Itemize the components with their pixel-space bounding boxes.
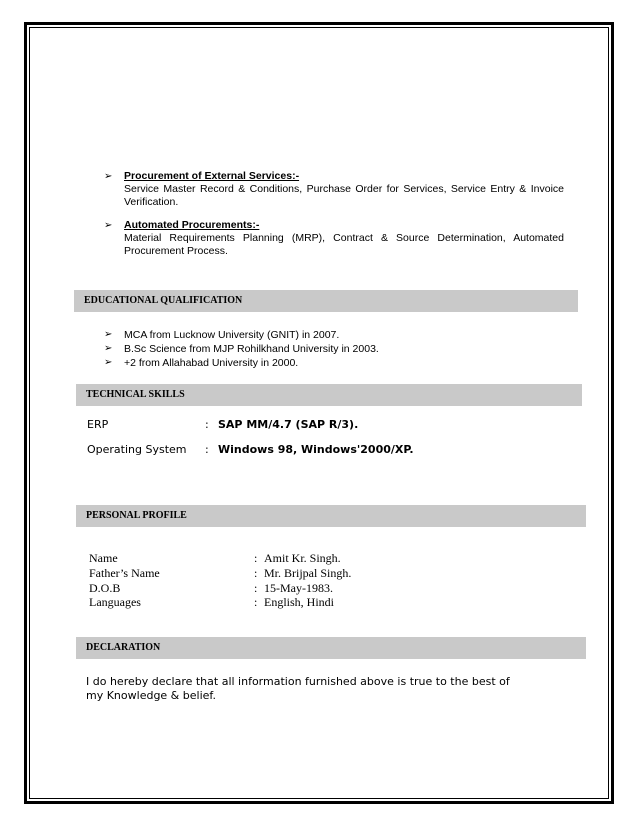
arrow-bullet-icon: ➢ — [104, 171, 113, 182]
profile-label: Father’s Name — [89, 566, 160, 580]
procurement-item-title: Procurement of External Services:- — [124, 170, 300, 182]
profile-label: Languages — [89, 595, 141, 609]
education-item-text: +2 from Allahabad University in 2000. — [124, 357, 299, 369]
skill-row — [87, 418, 547, 434]
education-item — [104, 328, 379, 342]
declaration-text: I do hereby declare that all information furnished above is true to the best of my Knowledge & belief. — [86, 675, 510, 702]
skill-value: SAP MM/4.7 (SAP R/3). — [218, 418, 359, 431]
arrow-bullet-icon: ➢ — [104, 357, 113, 368]
section-header-education: EDUCATIONAL QUALIFICATION — [74, 290, 578, 312]
profile-colon: : — [254, 551, 258, 565]
profile-colon: : — [254, 581, 258, 595]
section-header-personal-profile: PERSONAL PROFILE — [76, 505, 586, 527]
procurement-item — [104, 170, 564, 209]
skill-value: Windows 98, Windows'2000/XP. — [218, 443, 414, 456]
skill-colon: : — [205, 418, 209, 431]
education-list — [104, 328, 379, 370]
profile-label: Name — [89, 551, 118, 565]
profile-row — [89, 566, 509, 581]
profile-colon: : — [254, 595, 258, 609]
arrow-bullet-icon: ➢ — [104, 329, 113, 340]
procurement-item-text: Service Master Record & Conditions, Purchase Order for Services, Service Entry & Invoice Verification. — [124, 183, 564, 208]
profile-value: Amit Kr. Singh. — [264, 551, 341, 565]
education-item-text: MCA from Lucknow University (GNIT) in 2007. — [124, 329, 340, 341]
education-item — [104, 356, 379, 370]
education-item-text: B.Sc Science from MJP Rohilkhand University in 2003. — [124, 343, 379, 355]
profile-row — [89, 581, 509, 596]
profile-label: D.O.B — [89, 581, 121, 595]
arrow-bullet-icon: ➢ — [104, 220, 113, 231]
procurement-item-title: Automated Procurements:- — [124, 219, 260, 231]
profile-value: Mr. Brijpal Singh. — [264, 566, 352, 580]
arrow-bullet-icon: ➢ — [104, 343, 113, 354]
section-header-technical-skills: TECHNICAL SKILLS — [76, 384, 582, 406]
skill-colon: : — [205, 443, 209, 456]
education-item — [104, 342, 379, 356]
skill-label: ERP — [87, 418, 109, 431]
profile-value: 15-May-1983. — [264, 581, 333, 595]
procurement-item-text: Material Requirements Planning (MRP), Contract & Source Determination, Automated Procurement Process. — [124, 232, 564, 257]
profile-colon: : — [254, 566, 258, 580]
section-header-declaration: DECLARATION — [76, 637, 586, 659]
skill-row — [87, 443, 547, 459]
profile-row — [89, 595, 509, 610]
skill-label: Operating System — [87, 443, 187, 456]
profile-value: English, Hindi — [264, 595, 335, 609]
profile-row — [89, 551, 509, 566]
procurement-item — [104, 219, 564, 258]
